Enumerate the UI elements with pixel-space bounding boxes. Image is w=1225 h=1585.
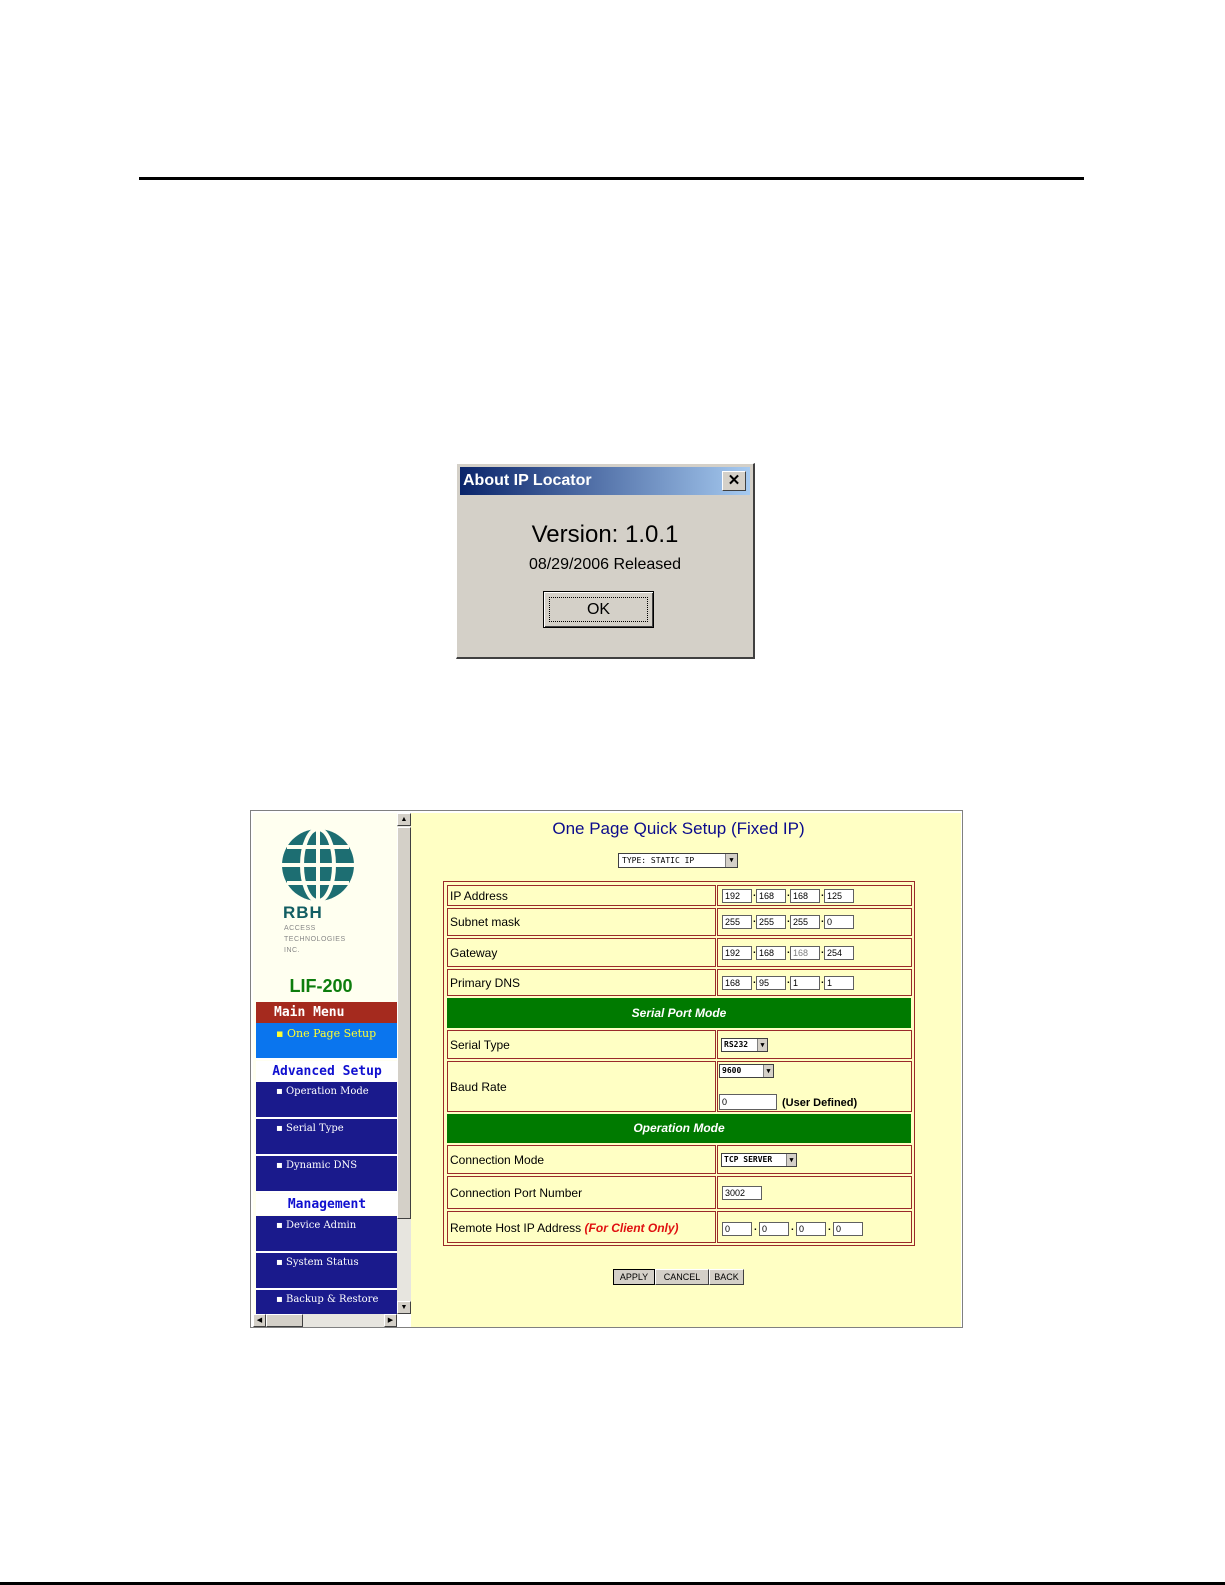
- operation-mode-header: Operation Mode: [447, 1114, 911, 1143]
- sidebar-item-label: Backup & Restore: [285, 1294, 379, 1305]
- close-icon[interactable]: ✕: [722, 471, 746, 491]
- remote-octet-input[interactable]: 0: [833, 1222, 863, 1236]
- dialog-title-bar: [460, 467, 750, 495]
- table-row: [447, 885, 716, 906]
- sidebar-vertical-scrollbar[interactable]: [397, 813, 411, 1314]
- gateway-label: Gateway: [450, 946, 498, 960]
- logo-sub-line: INC.: [284, 947, 300, 954]
- connection-port-cell: [717, 1176, 912, 1209]
- ip-type-value: TYPE: STATIC IP: [622, 856, 695, 865]
- sidebar-item-backup-restore[interactable]: [256, 1290, 397, 1314]
- subnet-octet-input[interactable]: 255: [756, 915, 786, 929]
- dns-octet-input[interactable]: 95: [756, 976, 786, 990]
- serial-type-label: Serial Type: [450, 1038, 510, 1052]
- primary-dns-label: Primary DNS: [450, 976, 521, 990]
- logo-subtitle: [284, 923, 346, 956]
- baud-rate-value: 9600: [722, 1066, 742, 1075]
- sidebar-item-label: One Page Setup: [286, 1027, 377, 1040]
- connection-mode-cell: [717, 1145, 912, 1174]
- scroll-down-icon[interactable]: ▼: [397, 1301, 411, 1314]
- table-row: [447, 969, 716, 996]
- model-name: LIF-200: [289, 976, 353, 996]
- remote-octet-input[interactable]: 0: [722, 1222, 752, 1236]
- serial-type-value: RS232: [724, 1040, 749, 1049]
- setup-page-screenshot: [250, 810, 963, 1328]
- chevron-down-icon[interactable]: ▼: [757, 1039, 767, 1051]
- serial-type-select[interactable]: [721, 1038, 768, 1052]
- dialog-title: About IP Locator: [463, 472, 592, 489]
- dns-octet-input[interactable]: 1: [824, 976, 854, 990]
- management-header: Management: [256, 1194, 397, 1215]
- bullet-icon: ▪: [276, 1086, 283, 1097]
- ip-address-label: IP Address: [450, 889, 508, 903]
- dns-octet-input[interactable]: 1: [790, 976, 820, 990]
- sidebar-item-one-page-setup[interactable]: [256, 1023, 397, 1060]
- table-row: [447, 938, 716, 967]
- user-baud-input[interactable]: 0: [719, 1094, 777, 1110]
- table-row: [447, 1145, 716, 1174]
- ip-octet-input[interactable]: 168: [756, 889, 786, 903]
- back-button[interactable]: BACK: [709, 1269, 744, 1285]
- remote-octet-input[interactable]: 0: [759, 1222, 789, 1236]
- serial-port-mode-header: Serial Port Mode: [447, 998, 911, 1028]
- sidebar-item-dynamic-dns[interactable]: [256, 1156, 397, 1193]
- table-row: [447, 908, 716, 936]
- serial-type-cell: [717, 1030, 912, 1059]
- scroll-right-icon[interactable]: ▶: [384, 1314, 397, 1327]
- bullet-icon: ▪: [276, 1294, 283, 1305]
- ip-type-select[interactable]: [618, 853, 738, 868]
- connection-mode-value: TCP SERVER: [724, 1155, 773, 1164]
- subnet-octet-input[interactable]: 0: [824, 915, 854, 929]
- connection-port-label: Connection Port Number: [450, 1186, 583, 1200]
- sidebar-item-system-status[interactable]: [256, 1253, 397, 1290]
- gateway-octet-input[interactable]: 168: [756, 946, 786, 960]
- sidebar-item-device-admin[interactable]: [256, 1216, 397, 1253]
- connection-mode-select[interactable]: [721, 1153, 797, 1167]
- main-content: [411, 813, 961, 1327]
- bullet-icon: ▪: [276, 1257, 283, 1268]
- user-defined-note: (User Defined): [782, 1097, 858, 1109]
- horizontal-scrollbar-thumb[interactable]: [266, 1314, 303, 1327]
- scroll-up-icon[interactable]: ▲: [397, 813, 411, 826]
- ok-button-label: OK: [549, 597, 648, 622]
- baud-rate-select[interactable]: [719, 1064, 774, 1078]
- gateway-octet-input[interactable]: 254: [824, 946, 854, 960]
- advanced-setup-header: Advanced Setup: [256, 1061, 397, 1082]
- sidebar-item-label: Operation Mode: [285, 1086, 369, 1097]
- scroll-left-icon[interactable]: ◀: [253, 1314, 266, 1327]
- ip-octet-input[interactable]: 192: [722, 889, 752, 903]
- version-text: Version: 1.0.1: [531, 521, 679, 548]
- connection-mode-label: Connection Mode: [450, 1153, 545, 1167]
- bullet-icon: ▪: [276, 1160, 283, 1171]
- sidebar: [253, 813, 397, 1314]
- dns-octet-input[interactable]: 168: [722, 976, 752, 990]
- cancel-button[interactable]: CANCEL: [655, 1269, 709, 1285]
- table-row: [447, 1030, 716, 1059]
- client-only-note: (For Client Only): [584, 1221, 679, 1235]
- table-row: [447, 1176, 716, 1209]
- table-row: [447, 1211, 716, 1243]
- sidebar-item-label: Dynamic DNS: [285, 1160, 358, 1171]
- sidebar-item-label: Device Admin: [285, 1220, 357, 1231]
- sidebar-item-operation-mode[interactable]: [256, 1082, 397, 1119]
- primary-dns-cell: 168 . 95 . 1 . 1: [717, 969, 912, 996]
- ip-octet-input[interactable]: 125: [824, 889, 854, 903]
- gateway-octet-input[interactable]: 192: [722, 946, 752, 960]
- sidebar-item-serial-type[interactable]: [256, 1119, 397, 1156]
- remote-octet-input[interactable]: 0: [796, 1222, 826, 1236]
- ok-button[interactable]: [543, 591, 654, 628]
- bullet-icon: ▪: [276, 1027, 284, 1040]
- apply-button[interactable]: APPLY: [613, 1269, 655, 1285]
- logo-wordmark: RBH: [283, 903, 323, 922]
- subnet-octet-input[interactable]: 255: [790, 915, 820, 929]
- sidebar-item-label: System Status: [285, 1257, 359, 1268]
- sidebar-horizontal-scrollbar[interactable]: [253, 1314, 397, 1327]
- table-row: [447, 1061, 716, 1112]
- bullet-icon: ▪: [276, 1123, 283, 1134]
- subnet-octet-input[interactable]: 255: [722, 915, 752, 929]
- gateway-octet-input[interactable]: 168: [790, 946, 820, 960]
- settings-table: [443, 881, 915, 1246]
- remote-host-label-text: Remote Host IP Address: [450, 1221, 582, 1235]
- ip-address-cell: 192 . 168 . 168 . 125: [717, 885, 912, 906]
- sidebar-item-label: Serial Type: [285, 1123, 344, 1134]
- baud-rate-cell: [717, 1061, 912, 1112]
- gateway-cell: 192 . 168 . 168 . 254: [717, 938, 912, 967]
- globe-logo-icon: [279, 827, 357, 903]
- connection-port-input[interactable]: 3002: [722, 1186, 762, 1200]
- chevron-down-icon[interactable]: ▼: [725, 854, 737, 867]
- subnet-mask-cell: 255 . 255 . 255 . 0: [717, 908, 912, 936]
- scrollbar-thumb[interactable]: [397, 827, 411, 1219]
- chevron-down-icon[interactable]: ▼: [786, 1154, 796, 1166]
- ip-octet-input[interactable]: 168: [790, 889, 820, 903]
- remote-host-label: [450, 1221, 679, 1235]
- subnet-mask-label: Subnet mask: [450, 915, 521, 929]
- top-horizontal-rule: [139, 177, 1084, 180]
- baud-rate-label: Baud Rate: [450, 1080, 507, 1094]
- about-dialog: [456, 463, 755, 659]
- chevron-down-icon[interactable]: ▼: [763, 1065, 773, 1077]
- release-date: 08/29/2006 Released: [528, 556, 682, 573]
- bullet-icon: ▪: [276, 1220, 283, 1231]
- page-title: One Page Quick Setup (Fixed IP): [552, 819, 805, 838]
- logo-sub-line: ACCESS: [284, 925, 316, 932]
- main-menu-header: Main Menu: [256, 1002, 397, 1023]
- remote-host-cell: 0 . 0 . 0 . 0: [717, 1211, 912, 1243]
- logo-sub-line: TECHNOLOGIES: [284, 936, 346, 943]
